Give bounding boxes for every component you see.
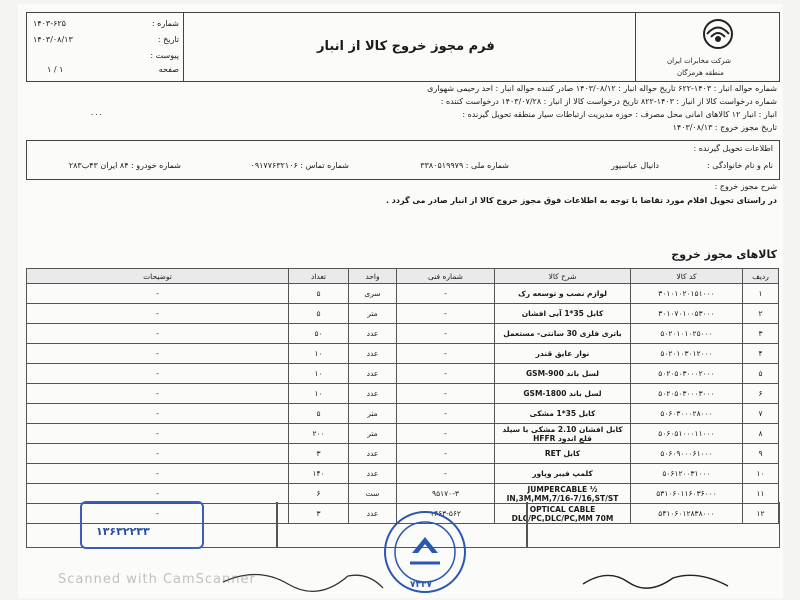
attachment-label: پیوست : (150, 51, 179, 60)
cell-item-code: ۵۰۲۰۵۰۳۰۰۰۳۰۰۰ (631, 384, 743, 404)
cell-row-number: ۵ (743, 364, 779, 384)
form-title: فرم مجوز خروج کالا از انبار (317, 39, 495, 54)
cell-unit: ست (349, 484, 397, 504)
scanner-watermark: Scanned with CamScanner (58, 572, 256, 587)
cell-item-code: ۵۰۲۰۵۰۳۰۰۰۲۰۰۰ (631, 364, 743, 384)
exit-description-label: شرح مجوز خروج : (714, 182, 777, 191)
cell-item-description: لسل باند GSM-900 (495, 364, 631, 384)
cell-row-number: ۱۱ (743, 484, 779, 504)
cell-quantity: ۵ (289, 404, 349, 424)
company-logo (695, 17, 741, 61)
cell-item-code: ۵۴۱۰۶۰۱۲۸۳۸۰۰۰ (631, 504, 743, 524)
receiver-info-box (26, 140, 780, 180)
received-stamp-number: ۱۳۶۳۲۲۳۳ (96, 525, 150, 538)
org-name: شرکت مخابرات ایران (667, 57, 731, 65)
table-row (27, 424, 779, 444)
col-quantity: تعداد (289, 269, 349, 284)
cell-quantity: ۵ (289, 284, 349, 304)
cell-unit: عدد (349, 444, 397, 464)
cell-quantity: ۵۰ (289, 324, 349, 344)
col-unit: واحد (349, 269, 397, 284)
col-row-number: ردیف (743, 269, 779, 284)
cell-row-number: ۳ (743, 324, 779, 344)
cell-notes: - (27, 484, 289, 504)
cell-item-description: باتری فلزی 30 سانتی- مستعمل (495, 324, 631, 344)
cell-item-description: نوار عایق قندر (495, 344, 631, 364)
cell-row-number: ۱ (743, 284, 779, 304)
cell-item-code: ۵۰۲۰۱۰۳۰۱۲۰۰۰ (631, 344, 743, 364)
number-value: ۱۴۰۳-۶۲۵ (33, 19, 66, 28)
cell-technical-number: - (397, 444, 495, 464)
cell-quantity: ۳ (289, 504, 349, 524)
number-label: شماره : (151, 19, 179, 28)
cell-quantity: ۶ (289, 484, 349, 504)
tci-logo-icon (695, 17, 741, 57)
page-value: ۱ / ۱ (47, 65, 64, 74)
date-value: ۱۴۰۳/۰۸/۱۳ (33, 35, 73, 44)
table-row (27, 344, 779, 364)
cell-row-number: ۹ (743, 444, 779, 464)
cell-technical-number: - (397, 384, 495, 404)
detail-line-3-code: ۰۰۰ (90, 110, 103, 119)
detail-line-4: تاریخ مجوز خروج : ۱۴۰۳/۰۸/۱۳ (672, 123, 777, 132)
cell-quantity: ۱۰ (289, 344, 349, 364)
table-row (27, 364, 779, 384)
cell-technical-number: - (397, 284, 495, 304)
page-label: صفحه (158, 65, 179, 74)
cell-row-number: ۱۰ (743, 464, 779, 484)
cell-quantity: ۲۰۰ (289, 424, 349, 444)
col-notes: توضیحات (27, 269, 289, 284)
exit-permit-form (18, 4, 783, 598)
cell-item-description: کابل RET (495, 444, 631, 464)
cell-item-code: ۳۰۱۰۱۰۲۰۱۵۱۰۰۰ (631, 284, 743, 304)
received-stamp (80, 501, 204, 549)
cell-item-code: ۵۰۶۰۵۱۰۰۰۱۱۰۰۰ (631, 424, 743, 444)
permit-statement: در راستای تحویل اقلام مورد تقاضا با توجه به اطلاعات فوق مجوز خروج کالا از انبار صادر می گردد . (385, 196, 777, 205)
cell-row-number: ۲ (743, 304, 779, 324)
cell-item-description: کابل 35*1 آبی افشان (495, 304, 631, 324)
cell-unit: عدد (349, 344, 397, 364)
cell-technical-number: - (397, 344, 495, 364)
form-header (26, 12, 780, 82)
receiver-name-label: نام و نام خانوادگی : (707, 161, 773, 170)
col-item-description: شرح کالا (495, 269, 631, 284)
cell-row-number: ۸ (743, 424, 779, 444)
cell-technical-number: - (397, 404, 495, 424)
cell-notes: - (27, 284, 289, 304)
cell-unit: عدد (349, 324, 397, 344)
cell-item-description: لوازم نصب و توسعه رک (495, 284, 631, 304)
table-row (27, 464, 779, 484)
cell-item-description: کابل افشان 2.10 مشکی با سیلد قلع اندود HFFR (495, 424, 631, 444)
cell-technical-number: ۹۵۱۷۰-۳ (397, 484, 495, 504)
round-stamp-number: ۷۳۳۷ (410, 580, 432, 590)
cell-unit: سری (349, 284, 397, 304)
cell-technical-number: - (397, 304, 495, 324)
items-section-title: کالاهای مجوز خروج (671, 248, 777, 261)
cell-unit: عدد (349, 364, 397, 384)
cell-technical-number: - (397, 364, 495, 384)
signature-right-icon (578, 564, 738, 594)
cell-notes: - (27, 404, 289, 424)
cell-item-code: ۵۰۶۰۹۰۰۰۶۱۰۰۰ (631, 444, 743, 464)
cell-unit: عدد (349, 504, 397, 524)
detail-line-2: شماره درخواست کالا از انبار : ۱۴۰۳-۸۲۲ تاریخ درخواست کالا از انبار : ۱۴۰۳/۰۷/۲۸ درخواست کننده : (440, 97, 777, 106)
cell-notes: - (27, 444, 289, 464)
table-row (27, 304, 779, 324)
items-header-row (27, 269, 779, 284)
cell-notes: - (27, 364, 289, 384)
cell-unit: متر (349, 424, 397, 444)
detail-line-1: شماره حواله انبار : ۱۴۰۳-۶۲۲ تاریخ حواله انبار : ۱۴۰۳/۰۸/۱۲ صادر کننده حواله انبار : احد رحیمی شهواری (427, 84, 777, 93)
receiver-national-id: شماره ملی : ۳۳۸۰۵۱۹۹۷۹ (420, 161, 509, 170)
col-technical-number: شماره فنی (397, 269, 495, 284)
receiver-phone: شماره تماس : ۰۹۱۷۷۶۳۲۱۰۶ (250, 161, 349, 170)
cell-item-description: JUMPERCABLE ½ IN,3M,MM,7/16-7/16,ST/ST (495, 484, 631, 504)
cell-row-number: ۷ (743, 404, 779, 424)
cell-row-number: ۶ (743, 384, 779, 404)
cell-notes: - (27, 344, 289, 364)
table-row (27, 444, 779, 464)
cell-quantity: ۵ (289, 304, 349, 324)
cell-technical-number: ۱۴۶۳-۵۶۲ (397, 504, 495, 524)
cell-unit: عدد (349, 384, 397, 404)
cell-quantity: ۳ (289, 444, 349, 464)
cell-item-code: ۳۰۱۰۷۰۱۰۰۵۳۰۰۰ (631, 304, 743, 324)
cell-technical-number: - (397, 464, 495, 484)
cell-notes: - (27, 304, 289, 324)
items-table (26, 268, 779, 524)
cell-item-description: OPTICAL CABLE DLC/PC,DLC/PC,MM 70M (495, 504, 631, 524)
table-row (27, 324, 779, 344)
org-sub: منطقه هرمزگان (677, 69, 724, 77)
cell-notes: - (27, 464, 289, 484)
cell-technical-number: - (397, 324, 495, 344)
receiver-vehicle: شماره خودرو : ۸۴ ایران ۴۳ب۲۸۳ (68, 161, 181, 170)
cell-unit: عدد (349, 464, 397, 484)
date-label: تاریخ : (157, 35, 179, 44)
cell-quantity: ۱۰ (289, 364, 349, 384)
cell-notes: - (27, 324, 289, 344)
cell-quantity: ۱۰ (289, 384, 349, 404)
cell-item-description: لسل باند GSM-1800 (495, 384, 631, 404)
detail-line-3: انبار : انبار ۱۲ کالاهای امانی محل مصرف : حوزه مدیریت ارتباطات سیار منطقه تحویل گیرنده : (462, 110, 777, 119)
signature-box-right (526, 502, 780, 548)
cell-unit: متر (349, 304, 397, 324)
cell-item-code: ۵۰۶۰۳۰۰۰۲۸۰۰۰ (631, 404, 743, 424)
cell-item-description: کابل 35*1 مشکی (495, 404, 631, 424)
cell-notes: - (27, 384, 289, 404)
cell-row-number: ۱۲ (743, 504, 779, 524)
cell-item-code: ۵۳۱۰۶۰۱۱۶۰۳۶۰۰۰ (631, 484, 743, 504)
table-row (27, 284, 779, 304)
receiver-name-value: دانیال عباسپور (611, 161, 659, 170)
table-row (27, 404, 779, 424)
receiver-section-label: اطلاعات تحویل گیرنده : (693, 144, 773, 153)
cell-item-code: ۵۰۲۰۱۰۱۰۲۵۰۰۰ (631, 324, 743, 344)
col-item-code: کد کالا (631, 269, 743, 284)
cell-row-number: ۴ (743, 344, 779, 364)
cell-notes: - (27, 424, 289, 444)
cell-technical-number: - (397, 424, 495, 444)
cell-quantity: ۱۴۰ (289, 464, 349, 484)
cell-item-description: کلمپ فیبر وپاور (495, 464, 631, 484)
table-row (27, 384, 779, 404)
cell-item-code: ۵۰۶۱۲۰۰۳۱۰۰۰ (631, 464, 743, 484)
cell-notes: - (27, 504, 289, 524)
cell-unit: متر (349, 404, 397, 424)
